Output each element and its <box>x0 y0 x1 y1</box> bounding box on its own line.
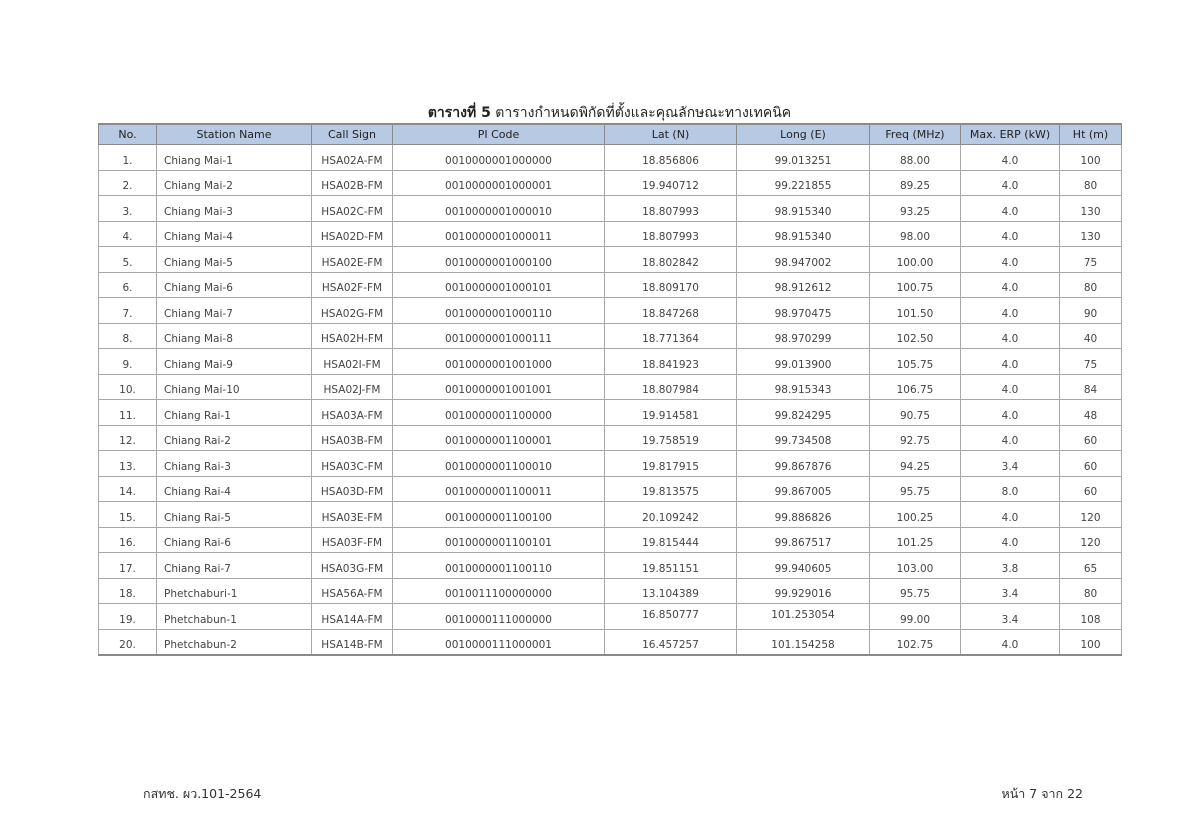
cell-pi-code: 0010000001100011 <box>393 476 605 502</box>
cell-station-name: Chiang Rai-7 <box>157 553 312 579</box>
cell-max-erp: 3.4 <box>961 451 1060 477</box>
table-header-row <box>99 124 1122 145</box>
table-row <box>99 196 1122 222</box>
table-row <box>99 476 1122 502</box>
cell-lat: 19.817915 <box>605 451 737 477</box>
cell-station-name: Phetchabun-2 <box>157 629 312 655</box>
cell-call-sign: HSA03B-FM <box>312 425 393 451</box>
cell-freq: 95.75 <box>870 578 961 604</box>
cell-long: 99.221855 <box>737 170 870 196</box>
table-row <box>99 323 1122 349</box>
cell-call-sign: HSA03F-FM <box>312 527 393 553</box>
cell-station-name: Chiang Mai-4 <box>157 221 312 247</box>
cell-max-erp: 8.0 <box>961 476 1060 502</box>
cell-pi-code: 0010000111000000 <box>393 604 605 630</box>
cell-no: 3. <box>99 196 157 222</box>
cell-pi-code: 0010000001000110 <box>393 298 605 324</box>
cell-freq: 90.75 <box>870 400 961 426</box>
table-row <box>99 502 1122 528</box>
cell-station-name: Chiang Mai-1 <box>157 145 312 171</box>
cell-long: 99.013900 <box>737 349 870 375</box>
header-station-name: Station Name <box>157 124 312 145</box>
cell-station-name: Phetchaburi-1 <box>157 578 312 604</box>
cell-call-sign: HSA02D-FM <box>312 221 393 247</box>
cell-station-name: Chiang Mai-5 <box>157 247 312 273</box>
cell-lat: 19.815444 <box>605 527 737 553</box>
table-row <box>99 349 1122 375</box>
cell-max-erp: 3.4 <box>961 578 1060 604</box>
cell-ht: 80 <box>1060 272 1122 298</box>
cell-call-sign: HSA02B-FM <box>312 170 393 196</box>
cell-pi-code: 0010000001000111 <box>393 323 605 349</box>
table-row <box>99 221 1122 247</box>
cell-ht: 130 <box>1060 196 1122 222</box>
table-row <box>99 170 1122 196</box>
table-row <box>99 400 1122 426</box>
cell-ht: 100 <box>1060 629 1122 655</box>
cell-freq: 102.75 <box>870 629 961 655</box>
cell-pi-code: 0010000001001001 <box>393 374 605 400</box>
cell-ht: 84 <box>1060 374 1122 400</box>
cell-lat: 18.807993 <box>605 221 737 247</box>
cell-freq: 95.75 <box>870 476 961 502</box>
cell-ht: 75 <box>1060 349 1122 375</box>
cell-freq: 93.25 <box>870 196 961 222</box>
header-pi-code: PI Code <box>393 124 605 145</box>
cell-pi-code: 0010000001100100 <box>393 502 605 528</box>
header-lat: Lat (N) <box>605 124 737 145</box>
cell-max-erp: 4.0 <box>961 425 1060 451</box>
table-body <box>99 145 1122 655</box>
table-row <box>99 527 1122 553</box>
cell-ht: 90 <box>1060 298 1122 324</box>
header-call-sign: Call Sign <box>312 124 393 145</box>
cell-max-erp: 4.0 <box>961 349 1060 375</box>
cell-lat: 19.851151 <box>605 553 737 579</box>
cell-ht: 120 <box>1060 527 1122 553</box>
cell-freq: 89.25 <box>870 170 961 196</box>
cell-call-sign: HSA03C-FM <box>312 451 393 477</box>
table-title <box>98 102 1121 124</box>
cell-ht: 80 <box>1060 170 1122 196</box>
cell-lat: 18.856806 <box>605 145 737 171</box>
cell-lat: 18.847268 <box>605 298 737 324</box>
cell-no: 2. <box>99 170 157 196</box>
cell-ht: 48 <box>1060 400 1122 426</box>
cell-pi-code: 0010000001100010 <box>393 451 605 477</box>
cell-long: 98.970475 <box>737 298 870 324</box>
table-row <box>99 451 1122 477</box>
table-row <box>99 272 1122 298</box>
cell-call-sign: HSA02G-FM <box>312 298 393 324</box>
cell-ht: 80 <box>1060 578 1122 604</box>
cell-no: 8. <box>99 323 157 349</box>
cell-call-sign: HSA02I-FM <box>312 349 393 375</box>
cell-lat: 18.802842 <box>605 247 737 273</box>
cell-long: 99.824295 <box>737 400 870 426</box>
cell-max-erp: 4.0 <box>961 374 1060 400</box>
cell-station-name: Chiang Mai-7 <box>157 298 312 324</box>
cell-freq: 88.00 <box>870 145 961 171</box>
cell-no: 10. <box>99 374 157 400</box>
table-row <box>99 578 1122 604</box>
cell-long: 99.940605 <box>737 553 870 579</box>
cell-no: 12. <box>99 425 157 451</box>
cell-freq: 100.00 <box>870 247 961 273</box>
cell-station-name: Chiang Rai-3 <box>157 451 312 477</box>
cell-station-name: Chiang Mai-6 <box>157 272 312 298</box>
table-title-text: ตารางกำหนดพิกัดที่ตั้งและคุณลักษณะทางเทคนิค <box>495 105 792 121</box>
cell-pi-code: 0010000001000011 <box>393 221 605 247</box>
cell-station-name: Chiang Mai-3 <box>157 196 312 222</box>
cell-pi-code: 0010000001000010 <box>393 196 605 222</box>
cell-freq: 101.25 <box>870 527 961 553</box>
cell-long: 99.734508 <box>737 425 870 451</box>
cell-call-sign: HSA56A-FM <box>312 578 393 604</box>
cell-pi-code: 0010000001000000 <box>393 145 605 171</box>
cell-station-name: Chiang Rai-2 <box>157 425 312 451</box>
table-row <box>99 629 1122 655</box>
cell-ht: 60 <box>1060 451 1122 477</box>
cell-station-name: Chiang Mai-2 <box>157 170 312 196</box>
cell-max-erp: 4.0 <box>961 196 1060 222</box>
cell-lat: 18.771364 <box>605 323 737 349</box>
cell-max-erp: 4.0 <box>961 170 1060 196</box>
table-row <box>99 298 1122 324</box>
cell-max-erp: 3.8 <box>961 553 1060 579</box>
cell-no: 6. <box>99 272 157 298</box>
cell-ht: 120 <box>1060 502 1122 528</box>
cell-ht: 108 <box>1060 604 1122 630</box>
cell-call-sign: HSA02E-FM <box>312 247 393 273</box>
cell-no: 4. <box>99 221 157 247</box>
cell-no: 15. <box>99 502 157 528</box>
cell-no: 14. <box>99 476 157 502</box>
cell-station-name: Chiang Rai-4 <box>157 476 312 502</box>
cell-max-erp: 4.0 <box>961 298 1060 324</box>
cell-no: 1. <box>99 145 157 171</box>
cell-max-erp: 4.0 <box>961 272 1060 298</box>
header-long: Long (E) <box>737 124 870 145</box>
cell-no: 20. <box>99 629 157 655</box>
cell-ht: 60 <box>1060 476 1122 502</box>
cell-max-erp: 3.4 <box>961 604 1060 630</box>
cell-station-name: Chiang Mai-10 <box>157 374 312 400</box>
cell-call-sign: HSA03G-FM <box>312 553 393 579</box>
cell-long: 99.886826 <box>737 502 870 528</box>
cell-call-sign: HSA14A-FM <box>312 604 393 630</box>
cell-max-erp: 4.0 <box>961 145 1060 171</box>
cell-pi-code: 0010000001100101 <box>393 527 605 553</box>
table-title-number: ตารางที่ 5 <box>427 105 491 121</box>
cell-station-name: Chiang Rai-5 <box>157 502 312 528</box>
cell-freq: 100.25 <box>870 502 961 528</box>
cell-pi-code: 0010000001100000 <box>393 400 605 426</box>
cell-long: 101.154258 <box>737 629 870 655</box>
cell-no: 13. <box>99 451 157 477</box>
cell-pi-code: 0010000001100001 <box>393 425 605 451</box>
cell-long: 98.915340 <box>737 196 870 222</box>
cell-ht: 40 <box>1060 323 1122 349</box>
cell-max-erp: 4.0 <box>961 400 1060 426</box>
cell-station-name: Chiang Rai-1 <box>157 400 312 426</box>
cell-pi-code: 0010000001000001 <box>393 170 605 196</box>
cell-call-sign: HSA14B-FM <box>312 629 393 655</box>
cell-freq: 98.00 <box>870 221 961 247</box>
header-no: No. <box>99 124 157 145</box>
cell-max-erp: 4.0 <box>961 527 1060 553</box>
station-table <box>98 123 1122 656</box>
table-row <box>99 145 1122 171</box>
cell-ht: 100 <box>1060 145 1122 171</box>
cell-station-name: Chiang Rai-6 <box>157 527 312 553</box>
cell-long: 99.867876 <box>737 451 870 477</box>
cell-pi-code: 0010011100000000 <box>393 578 605 604</box>
cell-long: 99.867005 <box>737 476 870 502</box>
header-max-erp: Max. ERP (kW) <box>961 124 1060 145</box>
cell-lat: 18.807993 <box>605 196 737 222</box>
cell-lat: 18.809170 <box>605 272 737 298</box>
page-number: หน้า 7 จาก 22 <box>1001 786 1083 801</box>
cell-long: 98.947002 <box>737 247 870 273</box>
table-row <box>99 604 1122 630</box>
header-freq: Freq (MHz) <box>870 124 961 145</box>
table-row <box>99 247 1122 273</box>
cell-max-erp: 4.0 <box>961 629 1060 655</box>
cell-long: 99.867517 <box>737 527 870 553</box>
cell-pi-code: 0010000111000001 <box>393 629 605 655</box>
cell-call-sign: HSA03A-FM <box>312 400 393 426</box>
cell-max-erp: 4.0 <box>961 502 1060 528</box>
cell-no: 16. <box>99 527 157 553</box>
cell-ht: 75 <box>1060 247 1122 273</box>
cell-pi-code: 0010000001000101 <box>393 272 605 298</box>
cell-freq: 102.50 <box>870 323 961 349</box>
cell-freq: 99.00 <box>870 604 961 630</box>
cell-lat: 18.841923 <box>605 349 737 375</box>
cell-station-name: Phetchabun-1 <box>157 604 312 630</box>
cell-max-erp: 4.0 <box>961 247 1060 273</box>
cell-long: 98.915340 <box>737 221 870 247</box>
cell-no: 11. <box>99 400 157 426</box>
cell-no: 9. <box>99 349 157 375</box>
cell-lat: 16.457257 <box>605 629 737 655</box>
cell-no: 19. <box>99 604 157 630</box>
cell-long: 98.970299 <box>737 323 870 349</box>
cell-freq: 92.75 <box>870 425 961 451</box>
cell-long: 98.915343 <box>737 374 870 400</box>
cell-lat: 19.914581 <box>605 400 737 426</box>
cell-long: 98.912612 <box>737 272 870 298</box>
cell-station-name: Chiang Mai-9 <box>157 349 312 375</box>
cell-call-sign: HSA02A-FM <box>312 145 393 171</box>
cell-freq: 103.00 <box>870 553 961 579</box>
cell-station-name: Chiang Mai-8 <box>157 323 312 349</box>
cell-long: 99.013251 <box>737 145 870 171</box>
cell-ht: 130 <box>1060 221 1122 247</box>
cell-ht: 60 <box>1060 425 1122 451</box>
cell-max-erp: 4.0 <box>961 221 1060 247</box>
cell-lat: 19.813575 <box>605 476 737 502</box>
cell-lat: 18.807984 <box>605 374 737 400</box>
cell-ht: 65 <box>1060 553 1122 579</box>
cell-lat: 20.109242 <box>605 502 737 528</box>
cell-pi-code: 0010000001001000 <box>393 349 605 375</box>
cell-long: 101.253054 <box>737 604 870 630</box>
table-row <box>99 374 1122 400</box>
header-ht: Ht (m) <box>1060 124 1122 145</box>
table-row <box>99 425 1122 451</box>
cell-no: 18. <box>99 578 157 604</box>
cell-call-sign: HSA03D-FM <box>312 476 393 502</box>
cell-long: 99.929016 <box>737 578 870 604</box>
document-code: กสทช. ผว.101-2564 <box>143 786 262 801</box>
cell-freq: 105.75 <box>870 349 961 375</box>
cell-pi-code: 0010000001100110 <box>393 553 605 579</box>
cell-call-sign: HSA03E-FM <box>312 502 393 528</box>
cell-call-sign: HSA02H-FM <box>312 323 393 349</box>
cell-lat: 19.940712 <box>605 170 737 196</box>
table-row <box>99 553 1122 579</box>
cell-max-erp: 4.0 <box>961 323 1060 349</box>
cell-no: 17. <box>99 553 157 579</box>
cell-call-sign: HSA02F-FM <box>312 272 393 298</box>
cell-freq: 100.75 <box>870 272 961 298</box>
cell-no: 7. <box>99 298 157 324</box>
cell-call-sign: HSA02J-FM <box>312 374 393 400</box>
cell-no: 5. <box>99 247 157 273</box>
cell-freq: 101.50 <box>870 298 961 324</box>
cell-lat: 19.758519 <box>605 425 737 451</box>
cell-call-sign: HSA02C-FM <box>312 196 393 222</box>
cell-freq: 106.75 <box>870 374 961 400</box>
cell-freq: 94.25 <box>870 451 961 477</box>
cell-pi-code: 0010000001000100 <box>393 247 605 273</box>
cell-lat: 16.850777 <box>605 604 737 630</box>
cell-lat: 13.104389 <box>605 578 737 604</box>
